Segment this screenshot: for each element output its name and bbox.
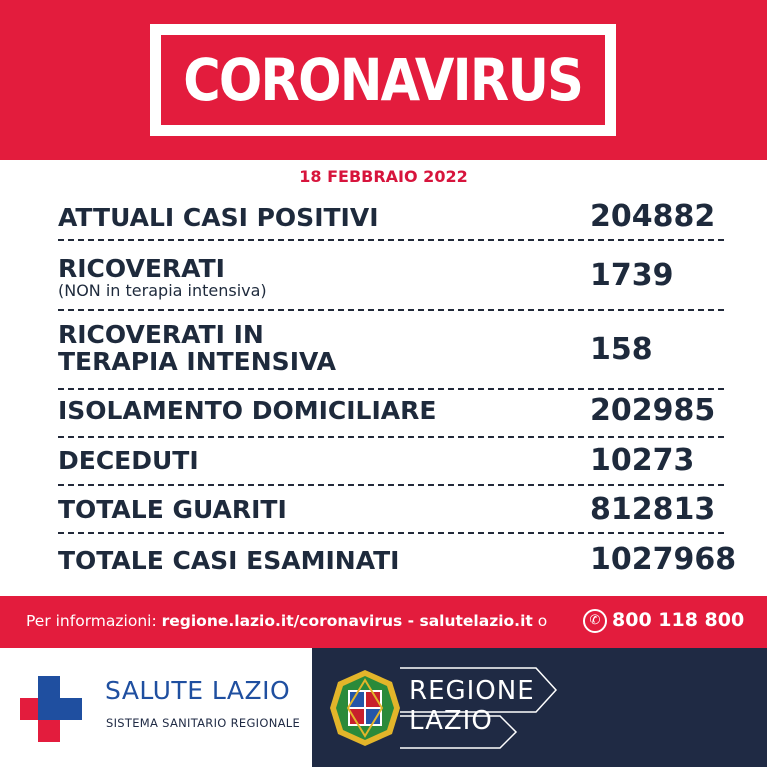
cross-logo-icon [14, 674, 84, 744]
title-panel [161, 35, 605, 125]
regione-lazio-logo [312, 648, 767, 767]
regione-emblem-icon [328, 668, 402, 748]
stat-value: 1739 [590, 258, 674, 293]
stat-row-positivi [58, 196, 724, 241]
regione-line2: LAZIO [409, 706, 493, 736]
stat-value: 158 [590, 332, 653, 367]
info-bar [0, 596, 767, 648]
stat-value: 204882 [590, 199, 716, 234]
header-banner [0, 0, 767, 160]
report-date: 18 FEBBRAIO 2022 [299, 167, 468, 186]
phone-icon: ✆ [583, 609, 607, 633]
info-separator: - [402, 612, 420, 630]
link-regione[interactable]: regione.lazio.it/coronavirus [161, 612, 403, 630]
stat-value: 10273 [590, 443, 695, 478]
stat-label: TOTALE GUARITI [58, 495, 287, 524]
info-prefix: Per informazioni: [26, 612, 162, 630]
stat-sublabel: (NON in terapia intensiva) [58, 281, 267, 300]
stat-value: 1027968 [590, 542, 737, 577]
salute-lazio-title: SALUTE LAZIO [105, 676, 291, 705]
stat-label: RICOVERATI [58, 254, 225, 283]
stat-row-terapia-intensiva [58, 309, 724, 390]
phone-number[interactable]: 800 118 800 [612, 609, 745, 631]
salute-lazio-logo [0, 648, 312, 767]
stat-row-esaminati [58, 532, 737, 584]
info-text [26, 612, 547, 630]
salute-lazio-subtitle: SISTEMA SANITARIO REGIONALE [106, 716, 301, 730]
stat-label-line1: RICOVERATI IN [58, 320, 264, 349]
stat-label: DECEDUTI [58, 446, 199, 475]
stat-value: 812813 [590, 492, 716, 527]
page-title: CORONAVIRUS [183, 46, 583, 114]
stat-label-line2: TERAPIA INTENSIVA [58, 347, 336, 376]
stat-value: 202985 [590, 393, 716, 428]
stat-label: TOTALE CASI ESAMINATI [58, 546, 400, 575]
link-salutelazio[interactable]: salutelazio.it [419, 612, 533, 630]
stat-row-isolamento [58, 388, 724, 438]
stat-label: ATTUALI CASI POSITIVI [58, 203, 379, 232]
title-frame [150, 24, 616, 136]
stat-label: ISOLAMENTO DOMICILIARE [58, 396, 437, 425]
info-or: o [532, 612, 548, 630]
stat-row-ricoverati [58, 239, 724, 311]
regione-line1: REGIONE [409, 676, 535, 706]
stat-row-deceduti [58, 436, 724, 486]
stat-row-guariti [58, 484, 724, 534]
